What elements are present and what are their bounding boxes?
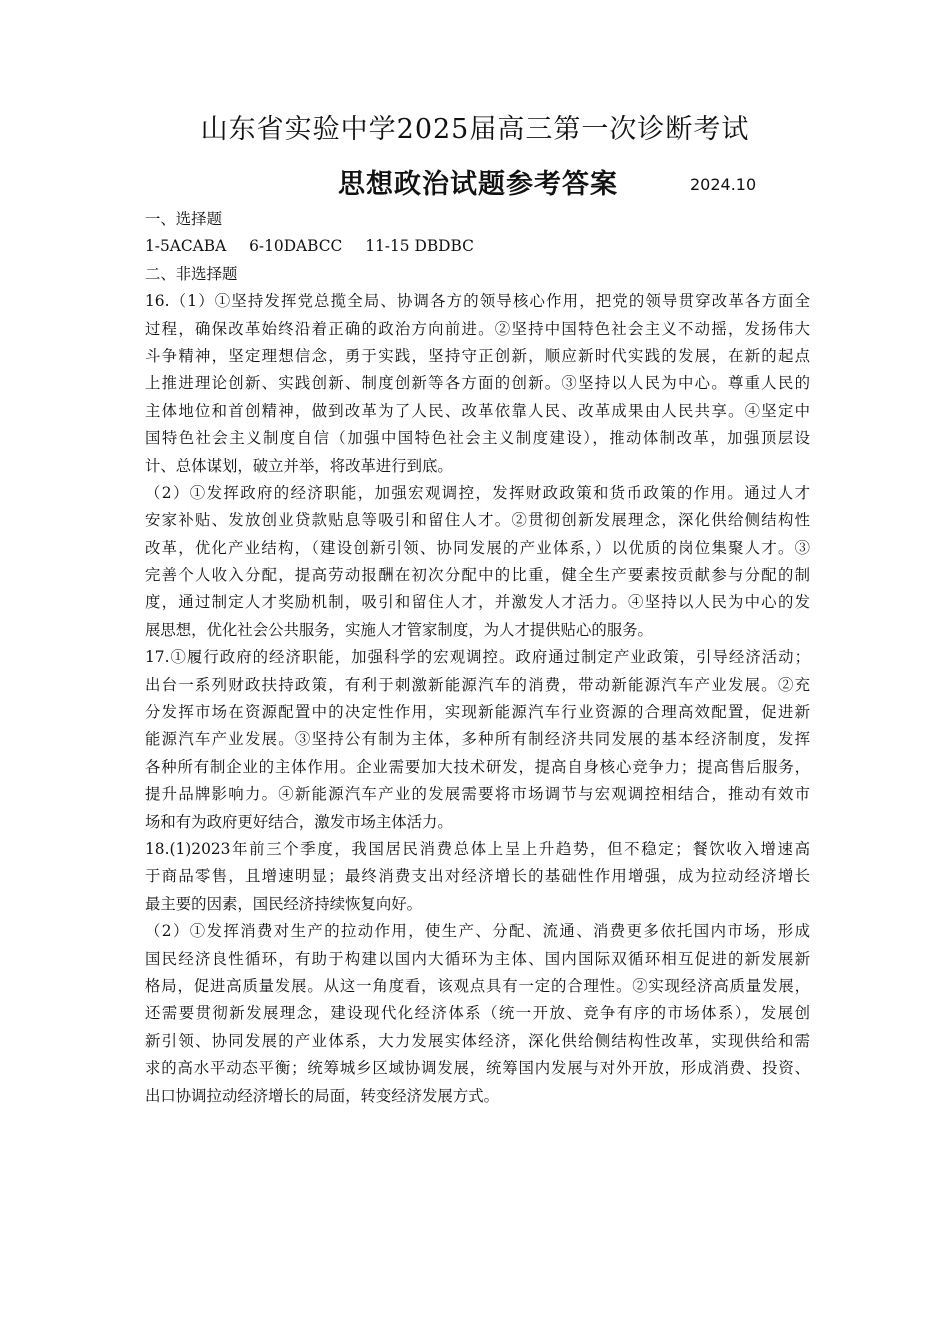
answer-line: 18.(1)2023年前三个季度，我国居民消费总体上呈上升趋势，但不稳定；餐饮收入增速高 — [145, 839, 810, 858]
answer-line: 出台一系列财政扶持政策，有利于刺激新能源汽车的消费，带动新能源汽车产业发展。②充 — [145, 675, 810, 694]
answer-line: 国特色社会主义制度自信（加强中国特色社会主义制度建设），推动体制改革，加强顶层设 — [145, 429, 810, 448]
answer-line: 还需要贯彻新发展理念，建设现代化经济体系（统一开放、竞争有序的市场体系），发展创 — [145, 1004, 810, 1023]
answer-line: （2）①发挥消费对生产的拉动作用，使生产、分配、流通、消费更多依托国内市场，形成 — [145, 922, 810, 941]
answer-line: 过程，确保改革始终沿着正确的政治方向前进。②坚持中国特色社会主义不动摇，发扬伟大 — [145, 319, 810, 338]
answer-line: 新引领、协同发展的产业体系，大力发展实体经济，深化供给侧结构性改革，实现供给和需 — [145, 1031, 810, 1050]
answer-line: 格局，促进高质量发展。从这一角度看，该观点具有一定的合理性。②实现经济高质量发展， — [145, 976, 810, 995]
answer-line: 于商品零售，且增速明显；最终消费支出对经济增长的基础性作用增强，成为拉动经济增长 — [145, 867, 810, 886]
answers-6-10: 6-10DABCC — [249, 237, 343, 256]
answer-line: 主体地位和首创精神，做到改革为了人民、改革依靠人民、改革成果由人民共享。④坚定中 — [145, 401, 810, 420]
answer-line: 场和有为政府更好结合，激发市场主体活力。 — [145, 812, 453, 831]
answer-line: 17.①履行政府的经济职能，加强科学的宏观调控。政府通过制定产业政策，引导经济活动； — [145, 648, 810, 667]
answer-line: 求的高水平动态平衡；统筹城乡区域协调发展，统筹国内发展与对外开放，形成消费、投资、 — [145, 1059, 810, 1078]
answer-line: 提升品牌影响力。④新能源汽车产业的发展需要将市场调节与宏观调控相结合，推动有效市 — [145, 785, 810, 804]
answer-line: 改革，优化产业结构，（建设创新引领、协同发展的产业体系，）以优质的岗位集聚人才。③ — [145, 538, 810, 557]
answer-line: 16.（1）①坚持发挥党总揽全局、协调各方的领导核心作用，把党的领导贯穿改革各方面全 — [145, 292, 810, 311]
answer-line: （2）①发挥政府的经济职能，加强宏观调控，发挥财政政策和货币政策的作用。通过人才 — [145, 483, 810, 502]
answers-1-5: 1-5ACABA — [145, 237, 227, 256]
answers-11-15: 11-15 DBDBC — [365, 237, 474, 256]
answer-line: 分发挥市场在资源配置中的决定性作用，实现新能源汽车行业资源的合理高效配置，促进新 — [145, 703, 810, 722]
answer-line: 安家补贴、发放创业贷款贴息等吸引和留住人才。②贯彻创新发展理念，深化供给侧结构性 — [145, 511, 810, 530]
answer-body — [145, 206, 810, 1110]
answer-line: 完善个人收入分配，提高劳动报酬在初次分配中的比重，健全生产要素按贡献参与分配的制 — [145, 566, 810, 585]
document-title: 山东省实验中学2025届高三第一次诊断考试 — [200, 114, 750, 145]
answer-paragraphs — [145, 288, 810, 1110]
answer-line: 上推进理论创新、实践创新、制度创新等各方面的创新。③坚持以人民为中心。尊重人民的 — [145, 374, 810, 393]
answer-line: 展思想，优化社会公共服务，实施人才管家制度，为人才提供贴心的服务。 — [145, 620, 653, 639]
document-subtitle: 思想政治试题参考答案 — [338, 169, 618, 200]
nonchoice-heading: 二、非选择题 — [145, 264, 238, 283]
choice-answers — [145, 233, 810, 260]
answer-line: 能源汽车产业发展。③坚持公有制为主体，多种所有制经济共同发展的基本经济制度，发挥 — [145, 730, 810, 749]
answer-line: 斗争精神，坚定理想信念，勇于实践，坚持守正创新，顺应新时代实践的发展，在新的起点 — [145, 346, 810, 365]
answer-line: 最主要的因素，国民经济持续恢复向好。 — [145, 894, 423, 913]
answer-line: 出口协调拉动经济增长的局面，转变经济发展方式。 — [145, 1086, 499, 1105]
answer-line: 国民经济良性循环，有助于构建以国内大循环为主体、国内国际双循环相互促进的新发展新 — [145, 949, 810, 968]
answer-line: 度，通过制定人才奖励机制，吸引和留住人才，并激发人才活力。④坚持以人民为中心的发 — [145, 593, 810, 612]
answer-line: 各种所有制企业的主体作用。企业需要加大技术研发，提高自身核心竞争力；提高售后服务， — [145, 757, 810, 776]
answer-line: 计、总体谋划，破立并举，将改革进行到底。 — [145, 456, 453, 475]
choice-heading: 一、选择题 — [145, 210, 222, 228]
document-date: 2024.10 — [690, 175, 757, 194]
